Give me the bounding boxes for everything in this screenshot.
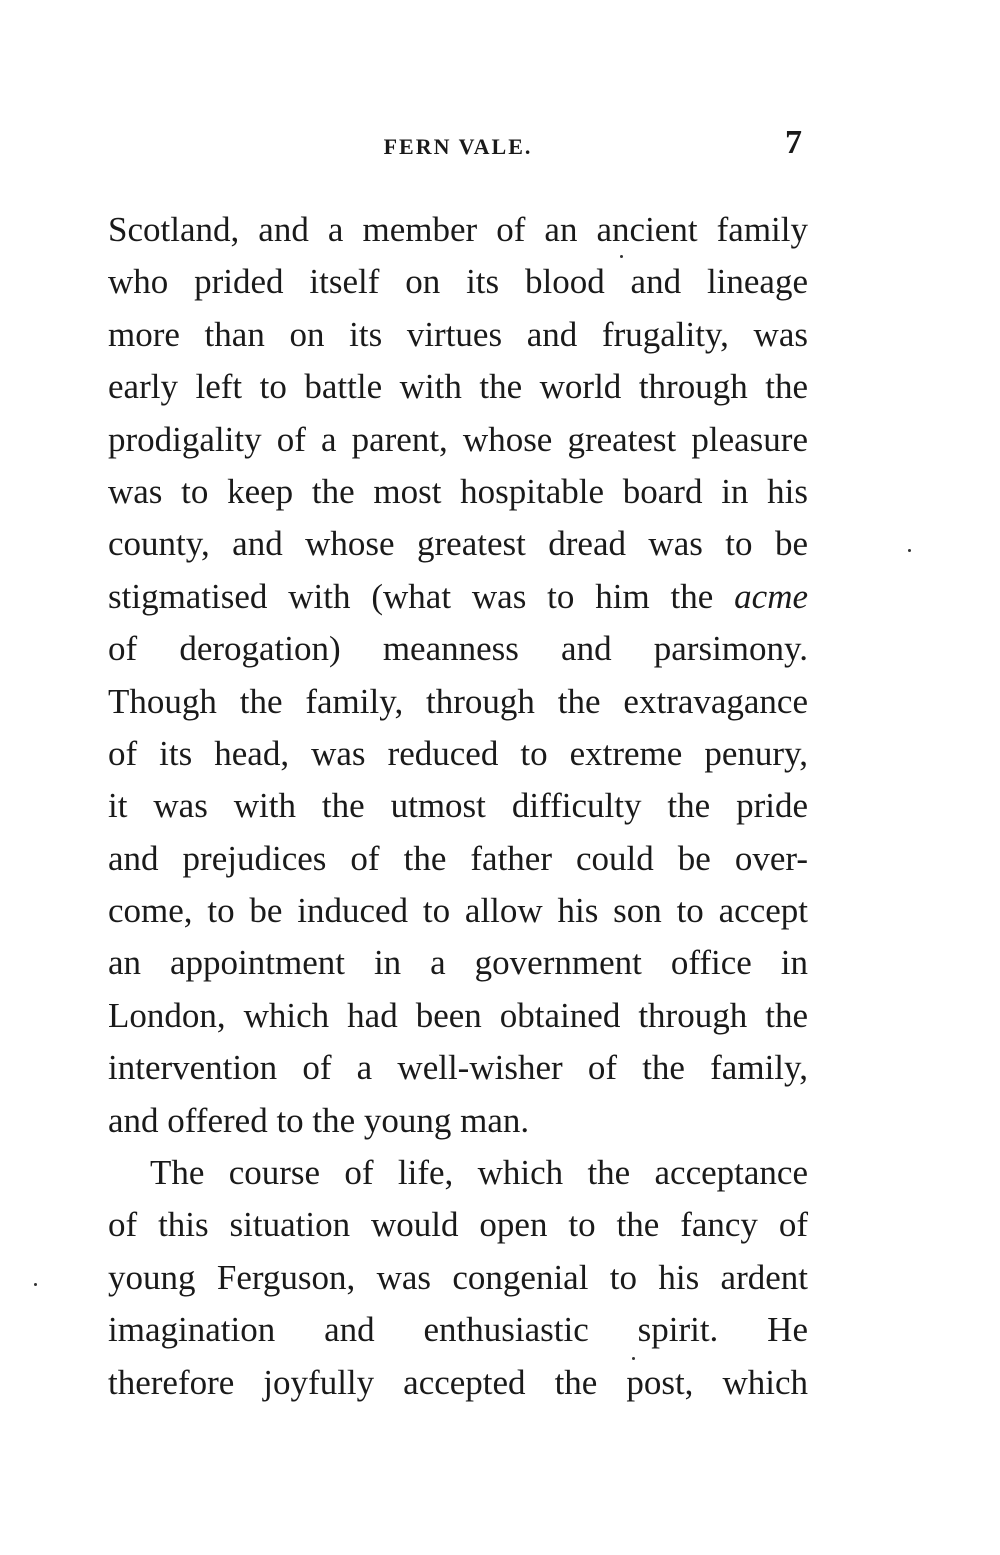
text-line: more than on its virtues and frugality, was <box>108 314 808 354</box>
text-line-with-italic <box>108 571 808 623</box>
text-line: county, and whose greatest dread was to be <box>108 524 808 564</box>
text-line: Though the family, through the extravagance <box>108 681 808 721</box>
paragraph-first-line: The course of life, which the acceptance <box>150 1153 808 1193</box>
text-line: of this situation would open to the fancy of <box>108 1205 808 1245</box>
running-title: FERN VALE. <box>383 134 533 159</box>
paragraph-last-line: and offered to the young man. <box>108 1100 530 1140</box>
text-line: of derogation) meanness and parsimony. <box>108 629 808 669</box>
print-speck <box>908 549 911 552</box>
print-speck <box>632 1357 635 1360</box>
italic-word: acme <box>734 576 809 616</box>
text-line: London, which had been obtained through the <box>108 995 808 1035</box>
print-speck <box>34 1283 37 1286</box>
print-speck <box>620 255 623 258</box>
text-line: an appointment in a government office in <box>108 943 808 983</box>
text-line: prodigality of a parent, whose greatest pleasure <box>108 419 808 459</box>
body-text <box>108 204 808 1409</box>
text-line: who prided itself on its blood and lineage <box>108 262 808 302</box>
text-line: therefore joyfully accepted the post, which <box>108 1362 808 1402</box>
text-line: come, to be induced to allow his son to accept <box>108 891 808 931</box>
text-line: and prejudices of the father could be over- <box>108 838 808 878</box>
text-line: intervention of a well-wisher of the family, <box>108 1048 808 1088</box>
text-segment: stigmatised with (what was to him the <box>108 576 714 616</box>
running-head <box>108 124 808 168</box>
text-line: of its head, was reduced to extreme penury, <box>108 733 808 773</box>
text-line: early left to battle with the world through the <box>108 367 808 407</box>
text-line: was to keep the most hospitable board in his <box>108 471 808 511</box>
text-line: Scotland, and a member of an ancient family <box>108 210 808 249</box>
text-line: imagination and enthusiastic spirit. He <box>108 1310 808 1350</box>
text-line: young Ferguson, was congenial to his ardent <box>108 1257 808 1297</box>
text-line: it was with the utmost difficulty the pride <box>108 786 808 826</box>
page-number: 7 <box>785 124 802 161</box>
